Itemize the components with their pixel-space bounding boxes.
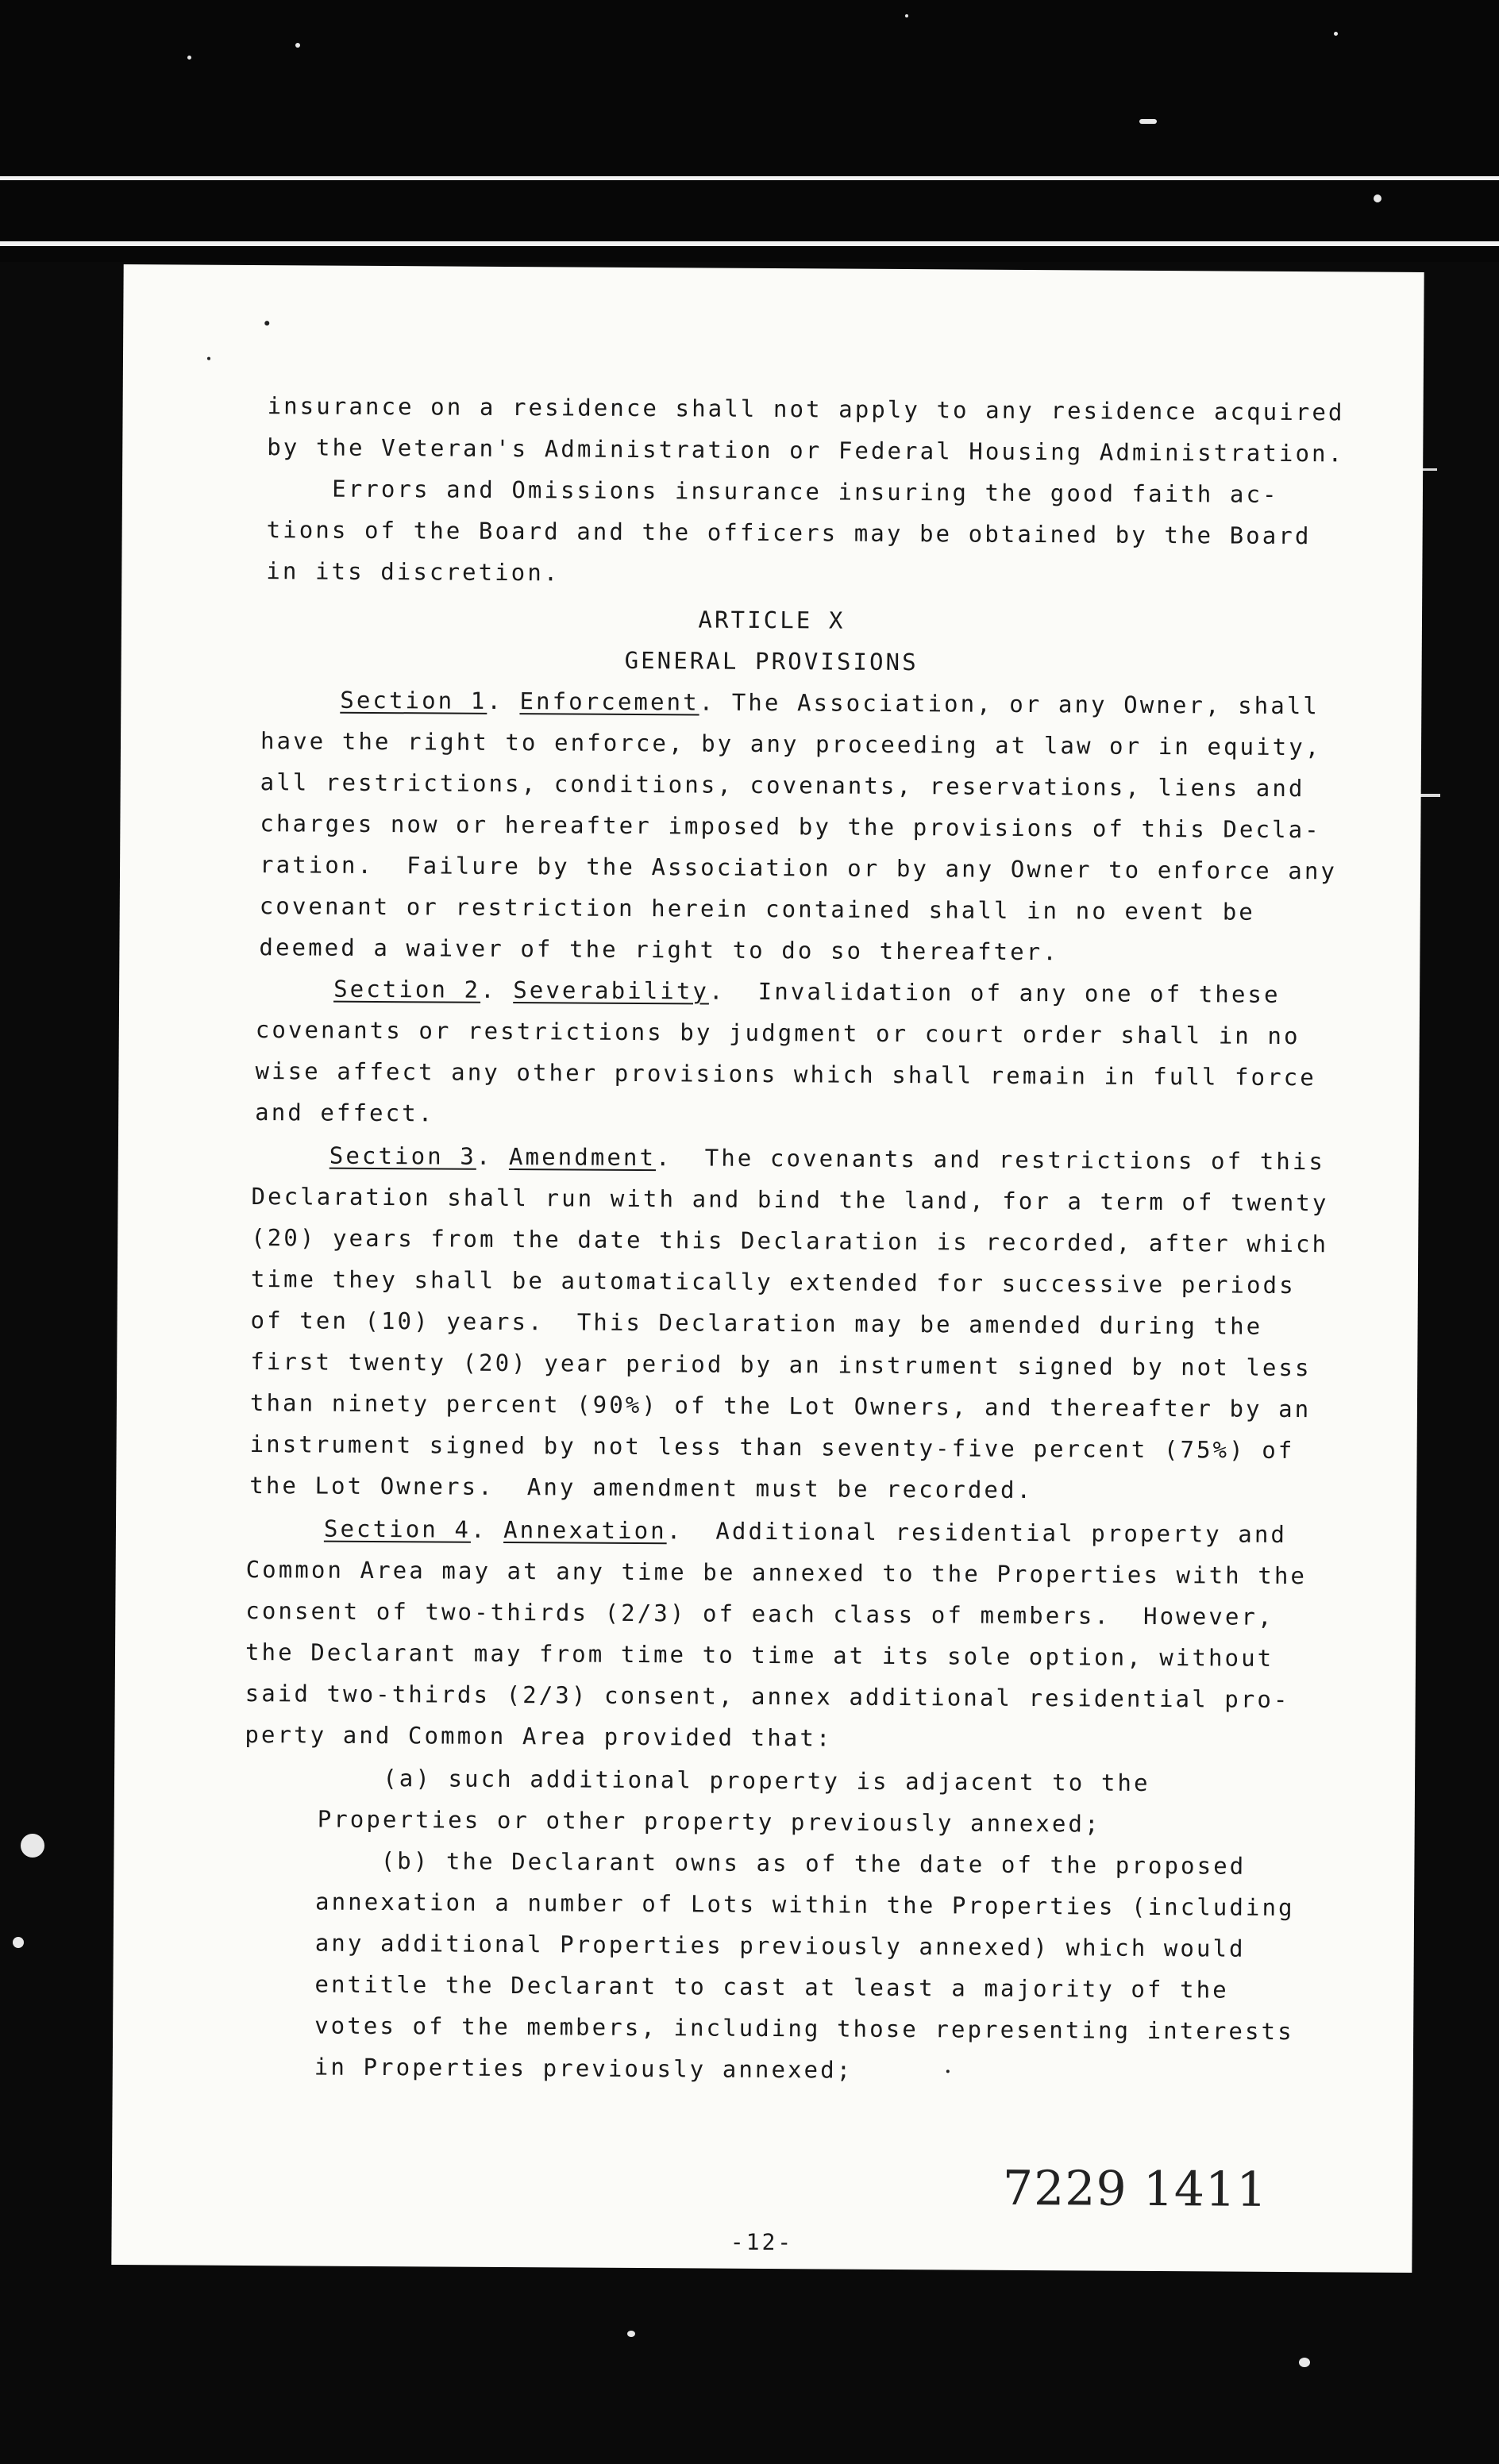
text-line: all restrictions, conditions, covenants, reservations, liens and	[260, 768, 1305, 803]
text-line: first twenty (20) year period by an instrument signed by not less	[250, 1348, 1312, 1382]
subclause-line: annexation a number of Lots within the Properties (including	[315, 1888, 1295, 1922]
recording-number: 7229 1411	[1002, 2160, 1268, 2218]
text-line: time they shall be automatically extended for successive periods	[250, 1265, 1296, 1299]
text-line: consent of two-thirds (2/3) of each class of members. However,	[245, 1596, 1274, 1630]
section-text: . The Association, or any Owner, shall	[699, 688, 1320, 720]
text-line: (20) years from the date this Declaration is recorded, after which	[251, 1224, 1329, 1258]
text-line: tions of the Board and the officers may be obtained by the Board	[266, 516, 1312, 550]
section-heading-line: Section 2. Severability. Invalidation of any one of these	[333, 975, 1281, 1008]
text-line: wise affect any other provisions which shall remain in full force	[255, 1057, 1316, 1091]
text-line: of ten (10) years. This Declaration may be amended during the	[250, 1307, 1263, 1340]
scan-speck	[1299, 2358, 1310, 2367]
text-line: and effect.	[255, 1099, 435, 1127]
section-text: . Invalidation of any one of these	[708, 977, 1281, 1008]
section-heading-line: Section 1. Enforcement. The Association, or any Owner, shall	[340, 686, 1320, 720]
subclause-line: votes of the members, including those representing interests	[314, 2012, 1294, 2046]
text-line: in its discretion.	[266, 557, 561, 587]
section-text: . The covenants and restrictions of this	[655, 1144, 1326, 1176]
scanner-border-top	[0, 0, 1499, 262]
text-line: ration. Failure by the Association or by any Owner to enforce any	[259, 851, 1338, 885]
subclause-line: entitle the Declarant to cast at least a majority of the	[314, 1970, 1229, 2004]
subclause-line: Properties or other property previously annexed;	[317, 1805, 1101, 1838]
text-line: covenants or restrictions by judgment or court order shall in no	[255, 1016, 1301, 1050]
scan-speck	[1139, 119, 1157, 124]
text-line: covenant or restriction herein contained shall in no event be	[259, 892, 1256, 926]
stray-mark	[946, 2069, 950, 2073]
section-title: Severability	[513, 976, 710, 1005]
section-number: Section 4	[323, 1515, 472, 1543]
text-line: said two-thirds (2/3) consent, annex additional residential pro-	[245, 1679, 1290, 1714]
article-number: ARTICLE X	[698, 606, 846, 634]
scan-speck	[1421, 468, 1437, 471]
scan-speck	[905, 14, 908, 17]
text-line: insurance on a residence shall not apply to any residence acquired	[267, 392, 1345, 426]
text-line: than ninety percent (90%) of the Lot Owners, and thereafter by an	[249, 1389, 1312, 1423]
text-line: have the right to enforce, by any proceeding at law or in equity,	[260, 727, 1322, 761]
section-title: Amendment	[508, 1143, 657, 1172]
scan-speck	[13, 1937, 24, 1948]
text-line: perty and Common Area provided that:	[245, 1720, 833, 1752]
subclause-line: (b) the Declarant owns as of the date of the proposed	[315, 1846, 1247, 1880]
scanner-line	[0, 241, 1499, 246]
article-title: GENERAL PROVISIONS	[624, 646, 919, 676]
section-number: Section 2	[333, 975, 481, 1003]
section-text: . Additional residential property and	[666, 1517, 1288, 1549]
scan-speck	[627, 2331, 635, 2337]
text-line: the Declarant may from time to time at its sole option, without	[245, 1638, 1274, 1672]
text-line: the Lot Owners. Any amendment must be recorded.	[249, 1472, 1034, 1504]
stray-mark	[207, 357, 210, 360]
page-number: -12-	[730, 2228, 794, 2256]
scanner-line	[0, 176, 1499, 180]
scan-speck	[1374, 194, 1381, 202]
scan-speck	[21, 1834, 44, 1858]
scan-speck	[187, 56, 191, 60]
stray-mark	[264, 321, 269, 325]
text-line: Declaration shall run with and bind the land, for a term of twenty	[251, 1183, 1329, 1217]
section-heading-line: Section 4. Annexation. Additional residential property and	[323, 1515, 1288, 1549]
subclause-line: in Properties previously annexed;	[314, 2053, 854, 2084]
text-line: deemed a waiver of the right to do so thereafter.	[259, 934, 1059, 966]
section-title: Enforcement	[519, 687, 699, 716]
subclause-line: (a) such additional property is adjacent to the	[317, 1764, 1150, 1796]
scan-speck	[295, 43, 300, 48]
text-line: Common Area may at any time be annexed to the Properties with the	[245, 1555, 1308, 1590]
text-line: Errors and Omissions insurance insuring the good faith ac-	[266, 475, 1279, 508]
scan-speck	[1420, 794, 1440, 797]
section-number: Section 3	[329, 1142, 477, 1170]
text-line: charges now or hereafter imposed by the provisions of this Decla-	[260, 810, 1321, 844]
subclause-line: any additional Properties previously annexed) which would	[314, 1929, 1246, 1962]
scan-speck	[1334, 32, 1338, 36]
section-title: Annexation	[503, 1515, 667, 1545]
document-page	[111, 264, 1424, 2273]
text-line: by the Veteran's Administration or Federal Housing Administration.	[267, 433, 1345, 468]
section-number: Section 1	[340, 686, 487, 714]
text-line: instrument signed by not less than seventy-five percent (75%) of	[249, 1430, 1295, 1465]
section-heading-line: Section 3. Amendment. The covenants and restrictions of this	[329, 1142, 1326, 1176]
